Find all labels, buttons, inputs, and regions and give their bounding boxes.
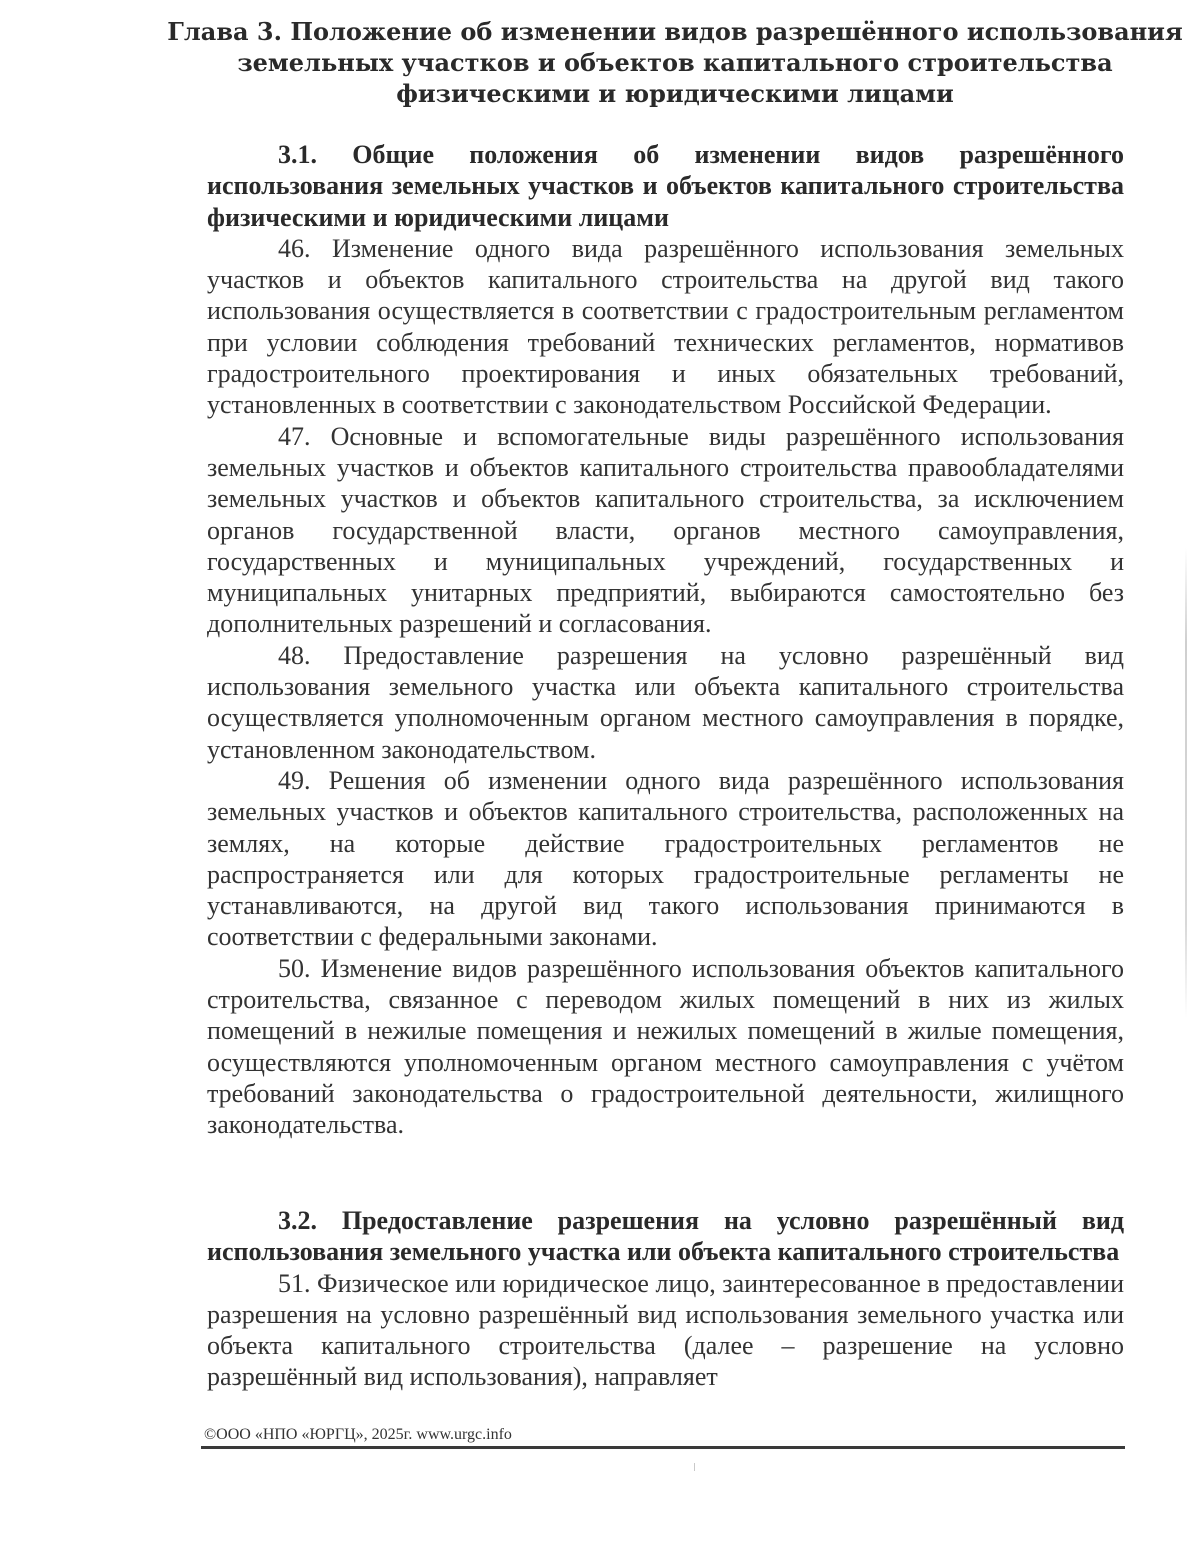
scan-edge-mark (1185, 548, 1187, 1018)
section-heading: 3.1. Общие положения об изменении видов разрешённого использования земельных участков и объектов капитального строительства физическими и юридическими лицами (207, 140, 1124, 232)
footer-copyright: ©ООО «НПО «ЮРГЦ», 2025г. www.urgc.info (204, 1426, 512, 1443)
paragraph-49: 49. Решения об изменении одного вида разрешённого использования земельных участков и объектов капитального строительства, расположенных на землях, на которые действие градостроительных регламентов не распространяется или для которых градостроительные регламенты не устанавливаются, на другой вид такого использования принимаются в соответствии с федеральными законами. (207, 765, 1124, 952)
scan-speck (694, 1463, 695, 1471)
chapter-title-line-1: Глава 3. Положение об изменении видов разрешённого использования (167, 17, 1183, 46)
section-heading: 3.2. Предоставление разрешения на условно разрешённый вид использования земельного участка или объекта капитального строительства (207, 1206, 1124, 1267)
chapter-title (150, 16, 1200, 109)
paragraph-51: 51. Физическое или юридическое лицо, заинтересованное в предоставлении разрешения на условно разрешённый вид использования земельного участка или объекта капитального строительства (далее – разрешение на условно разрешённый вид использования), направляет (207, 1268, 1124, 1392)
chapter-title-line-3: физическими и юридическими лицами (396, 79, 954, 108)
section-3-1 (207, 139, 1124, 1141)
paragraph-50: 50. Изменение видов разрешённого использования объектов капитального строительства, связанное с переводом жилых помещений в них из жилых помещений в нежилые помещения и нежилых помещений в жилые помещения, осуществляются уполномоченным органом местного самоуправления с учётом требований законодательства о градостроительной деятельности, жилищного законодательства. (207, 953, 1124, 1140)
footer-divider (201, 1446, 1125, 1449)
paragraph-48: 48. Предоставление разрешения на условно разрешённый вид использования земельного участка или объекта капитального строительства осуществляется уполномоченным органом местного самоуправления в порядке, установленном законодательством. (207, 640, 1124, 764)
section-3-2 (207, 1205, 1124, 1393)
paragraph-46: 46. Изменение одного вида разрешённого использования земельных участков и объектов капитального строительства на другой вид такого использования осуществляется в соответствии с градостроительным регламентом при условии соблюдения требований технических регламентов, нормативов градостроительного проектирования и иных обязательных требований, установленных в соответствии с законодательством Российской Федерации. (207, 233, 1124, 420)
chapter-title-line-2: земельных участков и объектов капитального строительства (237, 48, 1113, 77)
paragraph-47: 47. Основные и вспомогательные виды разрешённого использования земельных участков и объектов капитального строительства правообладателями земельных участков и объектов капитального строительства, за исключением органов государственной власти, органов местного самоуправления, государственных и муниципальных учреждений, государственных и муниципальных унитарных предприятий, выбираются самостоятельно без дополнительных разрешений и согласования. (207, 421, 1124, 639)
